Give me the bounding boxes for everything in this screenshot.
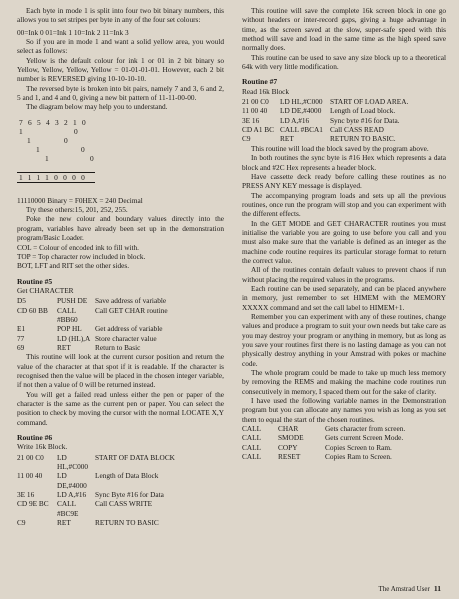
routine6-heading: Routine #6 <box>17 433 53 443</box>
routine5-paragraph: This routine will look at the current cursor position and return the value of the character at that spot if it is readable. If the character is recognised then the value will be placed in the chosen integer variable, if not then a value of 0 will be returned instead. <box>17 352 224 390</box>
body-paragraph: Remember you can experiment with any of these routines, change values and produce a program to suit your own needs but take care as you may destroy your program or anything in memory, but as long as you save your routines first there is no lasting damage as you can not physically destroy anything in your Amstrad with pokes or machine code. <box>242 312 446 368</box>
code-hex: C9 <box>17 518 26 528</box>
code-op: POP HL <box>57 324 82 334</box>
routine6-description: This routine will save the complete 16k screen block in one go without headers or inter-record gaps, giving a huge advantage in time, as the screen saved at the slow, super-safe speed with this method will save and load in the same time as the high speed save normally does. <box>242 6 446 53</box>
code-comment: Length of Load block. <box>330 106 396 116</box>
code-hex: CD 60 BB <box>17 305 48 315</box>
code-hex: 3E 16 <box>17 490 35 500</box>
body-paragraph: In the GET MODE and GET CHARACTER routines you must initialise the variable you are going to use before you call and you must also make sure that the variable is defined as an integer as the machine code routine requires its particular storage format to return the correct value. <box>242 218 446 265</box>
routine5-code <box>17 296 224 352</box>
call-keyword: CALL <box>242 424 262 434</box>
code-comment: Call GET CHAR routine <box>95 305 168 315</box>
code-comment: Sync byte #16 for Data. <box>330 115 400 125</box>
routine5-paragraph: You will get a failed read unless either the pen or paper of the character is the same as the current pen or paper. You can select the position to check by moving the cursor with the normal LOCATE X,Y command. <box>17 389 224 427</box>
call-description: Gets character from screen. <box>325 424 406 434</box>
diagram-bit: 1 <box>45 153 49 163</box>
body-paragraph: The accompanying program loads and sets up all the previous routines, once run the program will stop and you can experiment with the different effects. <box>242 190 446 219</box>
call-description: Gets current Screen Mode. <box>325 433 404 443</box>
code-hex: C9 <box>242 134 251 144</box>
routine6-subtitle: Write 16k Block. <box>17 442 68 452</box>
call-description: Copies Screen to Ram. <box>325 442 392 452</box>
body-paragraph: The whole program could be made to take up much less memory by removing the REMS and making the machine code routines run consecutively in memory, I spaced them out for the sake of clarity. <box>242 368 446 396</box>
code-comment: Get address of variable <box>95 324 163 334</box>
routine7-subtitle: Read 16k Block <box>242 86 290 96</box>
diagram-bit: 0 <box>74 126 78 136</box>
magazine-name: The Amstrad User <box>378 585 430 593</box>
code-comment: Call CASS READ <box>330 125 384 135</box>
code-op: LD HL,#C000 <box>280 97 323 107</box>
code-comment: Sync Byte #16 for Data <box>95 490 164 500</box>
code-comment: Save address of variable <box>95 296 167 306</box>
var-col: COL = Colour of encoded ink to fill with. <box>17 242 139 252</box>
diagram-bit: 0 <box>81 144 85 154</box>
page-number: 11 <box>433 584 441 593</box>
call-keyword: CALL <box>242 433 262 443</box>
try-others: Try these others:15, 201, 252, 255. <box>26 205 128 215</box>
body-paragraph: Each routine can be used separately, and can be placed anywhere in memory, just remember to set HIMEM with the MEMORY XXXXX command and set the call label to HIMEM+1. <box>242 283 446 312</box>
code-comment: Store character value <box>95 333 157 343</box>
intro-paragraph: So if you are in mode 1 and want a solid yellow area, you would select as follows: <box>17 37 224 56</box>
intro-paragraph: The diagram below may help you to understand. <box>26 102 168 112</box>
diagram-bit: 1 <box>36 144 40 154</box>
intro-paragraph: The reversed byte is broken into bit pairs, namely 7 and 3, 6 and 2, 5 and 1, and 4 and 0, giving a new bit pattern of 11-11-00-00. <box>17 83 224 103</box>
code-comment: RETURN TO BASIC. <box>330 134 396 144</box>
code-op: LD DE,#4000 <box>57 471 87 490</box>
code-op: RET <box>57 518 71 528</box>
poke-paragraph: Poke the new colour and boundary values directly into the program, variables have already been set up in the demonstration program/Basic Loader. <box>17 214 224 243</box>
ink-mapping: 00=Ink 0 01=Ink 1 10=Ink 2 11=Ink 3 <box>17 27 129 37</box>
body-paragraph: I have used the following variable names in the Demonstration program but you can allocate any names you wish as long as you set them to equal the start of the chosen routines. <box>242 396 446 424</box>
code-op: LD A,#16 <box>57 490 87 500</box>
var-top: TOP = Top character row included in block. <box>17 251 146 261</box>
code-hex: E1 <box>17 324 26 334</box>
code-hex: CD 9E BC <box>17 499 49 509</box>
code-op: RET <box>280 134 294 144</box>
code-hex: CD A1 BC <box>242 125 275 135</box>
code-hex: 3E 16 <box>242 115 260 125</box>
code-comment: START OF DATA BLOCK <box>95 452 175 462</box>
call-description: Copies Ram to Screen. <box>325 452 392 462</box>
call-name: COPY <box>278 442 298 452</box>
code-comment: Length of Data Block <box>95 471 159 481</box>
call-name: SMODE <box>278 433 304 443</box>
code-hex: 21 00 C0 <box>17 452 44 462</box>
code-op: LD A,#16 <box>280 115 310 125</box>
body-paragraph: This routine will load the block saved by the program above. <box>251 143 429 153</box>
code-op: LD HL,#C000 <box>57 452 89 472</box>
routine6-code <box>17 453 224 528</box>
routine5-heading: Routine #5 <box>17 276 53 286</box>
body-paragraph: Have cassette deck ready before calling these routines as no PRESS ANY KEY message is displayed. <box>242 171 446 191</box>
code-hex: 77 <box>17 333 25 343</box>
bit-diagram <box>17 118 224 192</box>
body-paragraph: In both routines the sync byte is #16 Hex which represents a data block and #2C Hex represents a header block. <box>242 153 446 172</box>
code-hex: 69 <box>17 342 25 352</box>
left-column <box>17 6 224 527</box>
code-op: PUSH DE <box>57 296 88 306</box>
code-comment: START OF LOAD AREA. <box>330 97 409 107</box>
code-comment: Return to Basic <box>95 342 141 352</box>
code-hex: 11 00 40 <box>17 471 43 481</box>
diagram-bit: 1 <box>27 135 31 145</box>
routine7-code <box>242 97 446 144</box>
diagram-bit: 1 <box>19 126 23 136</box>
body-paragraph: All of the routines contain default values to prevent chaos if run without placing the required values in the programs. <box>242 265 446 284</box>
code-op: CALL #BCA1 <box>280 125 323 135</box>
code-op: CALL #BC9E <box>57 499 79 518</box>
binary-result: 11110000 Binary = F0HEX = 240 Decimal <box>17 195 143 205</box>
diagram-bit: 0 <box>90 153 94 163</box>
right-column <box>242 6 446 462</box>
routine7-heading: Routine #7 <box>242 77 278 87</box>
intro-paragraph: Yellow is the default colour for ink 1 or 01 in 2 bit binary so Yellow, Yellow, Yellow, Yellow = 01-01-01-01. However, each 2 bit number is REVERSED giving 10-10-10-10. <box>17 55 224 84</box>
code-op: CALL #BB60 <box>57 305 78 324</box>
call-name: CHAR <box>278 424 299 434</box>
code-hex: 21 00 C0 <box>242 97 269 107</box>
code-comment: Call CASS WRITE <box>95 499 153 509</box>
code-comment: RETURN TO BASIC <box>95 518 159 528</box>
call-keyword: CALL <box>242 452 262 462</box>
call-keyword: CALL <box>242 442 262 452</box>
intro-paragraph: Each byte in mode 1 is split into four two bit binary numbers, this allows you to set stripes per byte in any of the four set colours: <box>17 6 224 25</box>
code-hex: D5 <box>17 296 26 306</box>
page-footer <box>378 584 441 593</box>
var-bot: BOT, LFT and RIT set the other sides. <box>17 261 130 271</box>
routine6-description: This routine can be used to save any size block up to a theoretical 64k with very little modification. <box>242 52 446 72</box>
diagram-bit: 0 <box>64 135 68 145</box>
diagram-rule <box>17 182 95 183</box>
code-op: LD (HL),A <box>57 333 91 343</box>
routine5-subtitle: Get CHARACTER <box>17 285 74 295</box>
code-op: LD DE,#4000 <box>280 106 322 116</box>
bit-positions: 76543210 <box>19 117 91 127</box>
call-name: RESET <box>278 452 301 462</box>
call-table <box>242 424 446 461</box>
diagram-result: 11110000 <box>19 172 91 182</box>
code-hex: 11 00 40 <box>242 106 268 116</box>
code-op: RET <box>57 342 71 352</box>
